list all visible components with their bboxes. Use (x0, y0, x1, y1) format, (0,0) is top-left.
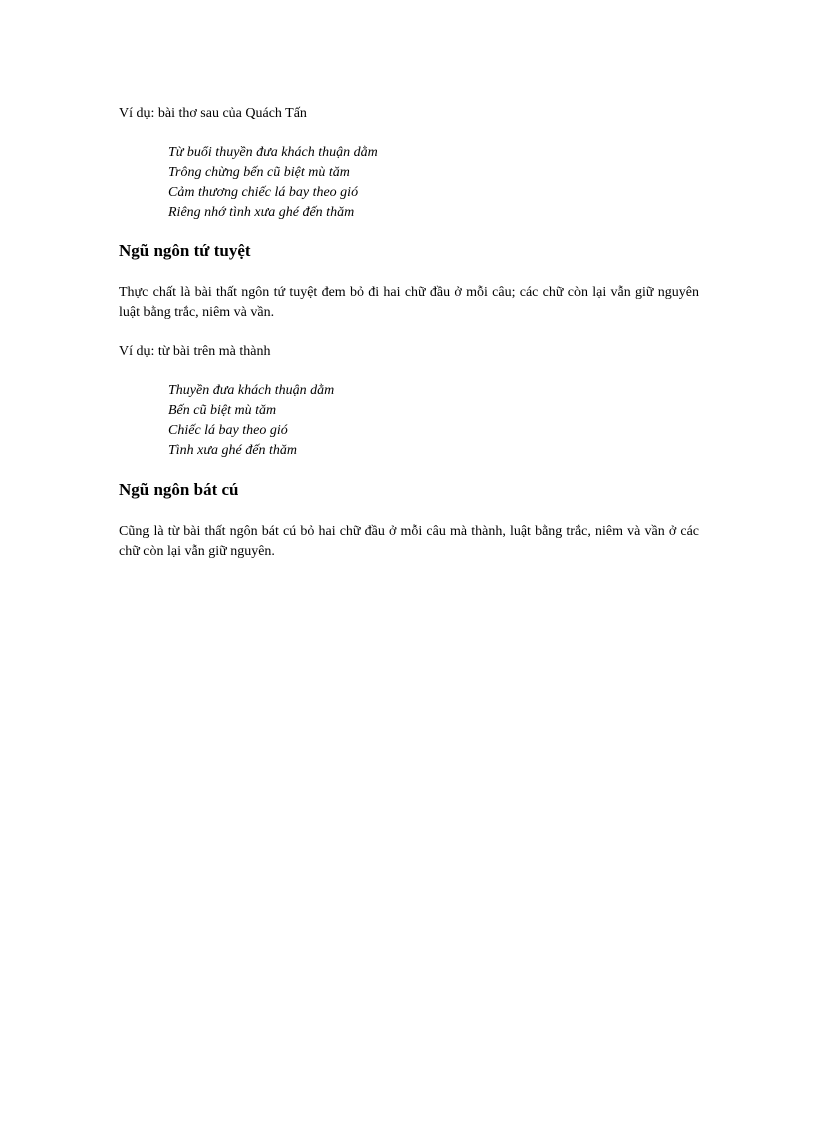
poem-seven-syllable (168, 143, 378, 223)
poem-line: Thuyền đưa khách thuận dằm (168, 383, 335, 398)
example-label-from-poem: Ví dụ: từ bài trên mà thành (119, 344, 271, 359)
heading-ngu-ngon-tu-tuyet: Ngũ ngôn tứ tuyệt (119, 241, 251, 260)
paragraph-ngu-ngon-tu-tuyet: Thực chất là bài thất ngôn tứ tuyệt đem bỏ đi hai chữ đầu ở mỗi câu; các chữ còn lại vẫn giữ nguyên luật bằng trắc, niêm và vần. (119, 285, 699, 320)
poem-line: Trông chừng bến cũ biệt mù tăm (168, 165, 350, 180)
heading-ngu-ngon-bat-cu: Ngũ ngôn bát cú (119, 480, 239, 499)
poem-line: Chiếc lá bay theo gió (168, 423, 288, 438)
poem-line: Tình xưa ghé đến thăm (168, 443, 297, 458)
poem-line: Từ buổi thuyền đưa khách thuận dằm (168, 145, 378, 160)
example-label-quach-tan: Ví dụ: bài thơ sau của Quách Tấn (119, 106, 307, 121)
poem-line: Cảm thương chiếc lá bay theo gió (168, 185, 359, 200)
poem-line: Bến cũ biệt mù tăm (168, 403, 277, 418)
paragraph-ngu-ngon-bat-cu: Cũng là từ bài thất ngôn bát cú bỏ hai chữ đầu ở mỗi câu mà thành, luật bằng trắc, niêm và vần ở các chữ còn lại vẫn giữ nguyên. (119, 524, 699, 559)
poem-five-syllable (168, 381, 334, 461)
poem-line: Riêng nhớ tình xưa ghé đến thăm (168, 205, 355, 220)
